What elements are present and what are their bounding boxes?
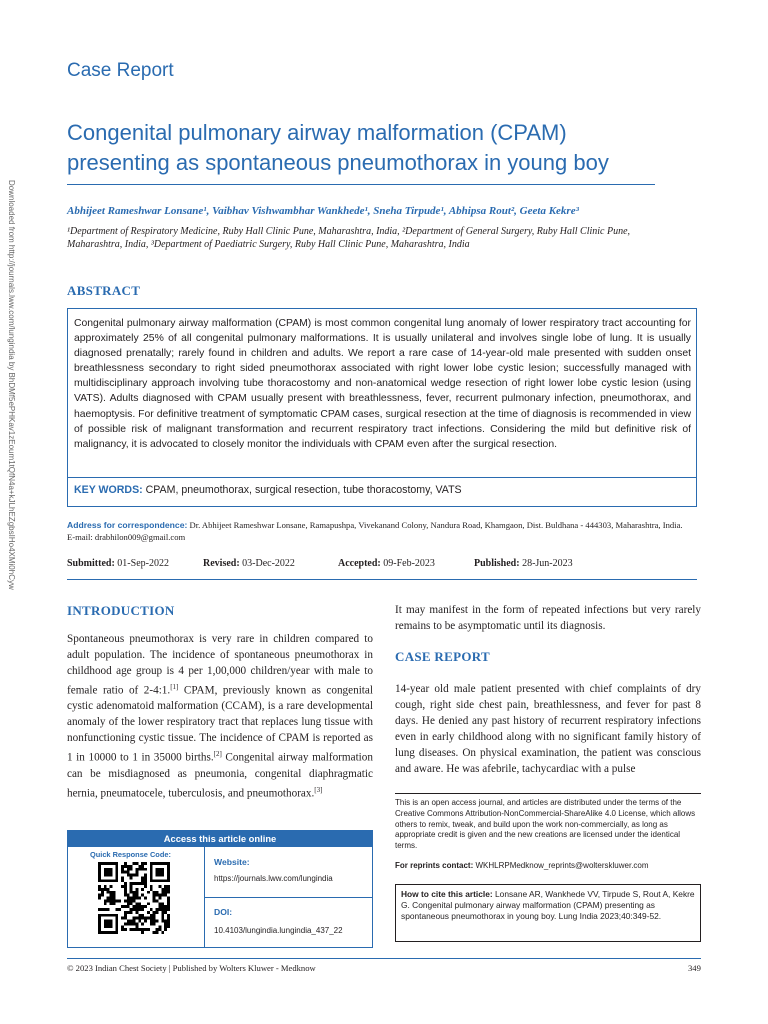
download-watermark <box>0 180 28 640</box>
introduction-text: Spontaneous pneumothorax is very rare in children compared to adult population. The incidence of spontaneous pneumothorax in childhood age group is 4 per 1,00,000 children/year with male to female ratio of 2-4:1.[1] CPAM, previously known as congenital cystic adenomatoid malformation (CCAM), is a rare developmental anomaly of the lower respiratory tract that replaces lung tissue with nonfunctioning cystic tissue. The incidence of CPAM is reported as 1 in 10000 to 1 in 35000 births.[2] Congenital airway malformation can be misdiagnosed as pneumonia, congenital diaphragmatic hernia, pneumatocele, tuberculosis, and pneumothorax.[3] <box>67 633 373 800</box>
abstract-heading: ABSTRACT <box>67 283 141 298</box>
correspondence-email[interactable]: E-mail: drabhilon009@gmail.com <box>67 532 186 542</box>
introduction-continued: It may manifest in the form of repeated infections but very rarely remains to be asymptomatic until its diagnosis. <box>395 604 701 632</box>
case-report-text: 14-year old male patient presented with chief complaints of dry cough, right side chest pain, breathlessness, and fever for past 8 days. He denied any past history of recurrent respiratory infections even in early childhood along with no significant family history of lung diseases. On physical examination, the patient was conscious and aware. He was afebrile, tachycardiac with a pulse <box>395 683 701 775</box>
keywords-label: KEY WORDS: <box>74 484 143 496</box>
title-divider <box>67 184 655 185</box>
revised-date: Revised: 03-Dec-2022 <box>203 558 295 569</box>
citation-box <box>395 884 701 942</box>
qr-label: Quick Response Code: <box>90 850 171 859</box>
author-list: Abhijeet Rameshwar Lonsane¹, Vaibhav Vishwambhar Wankhede¹, Sneha Tirpude¹, Abhipsa Rout², Geeta Kekre³ <box>67 205 579 217</box>
download-line-1: Downloaded from http://journals.lww.com/lungindia by BhDMf5ePHKav1zEoum1tQfN4a+kJLhEZgbsIHo4XMi0hCyw <box>7 180 16 590</box>
case-report-heading: CASE REPORT <box>395 649 490 664</box>
correspondence-label: Address for correspondence: <box>67 520 188 530</box>
qr-code-icon[interactable] <box>98 862 170 934</box>
license-divider <box>395 793 701 794</box>
doi-label: DOI: <box>214 907 233 917</box>
submitted-date: Submitted: 01-Sep-2022 <box>67 558 169 569</box>
keywords-value: CPAM, pneumothorax, surgical resection, tube thoracostomy, VATS <box>145 484 462 496</box>
citation-label: How to cite this article: <box>401 889 493 899</box>
footer-divider <box>67 958 701 959</box>
introduction-heading: INTRODUCTION <box>67 603 175 618</box>
access-online-box <box>67 830 373 948</box>
footer-publisher: © 2023 Indian Chest Society | Published by Wolters Kluwer - Medknow <box>67 963 316 973</box>
accepted-date: Accepted: 09-Feb-2023 <box>338 558 435 569</box>
abstract-box <box>67 308 697 507</box>
access-title: Access this article online <box>68 831 372 847</box>
reprints-contact <box>395 861 701 870</box>
published-date: Published: 28-Jun-2023 <box>474 558 573 569</box>
dates-divider <box>67 579 697 580</box>
doi-link[interactable]: 10.4103/lungindia.lungindia_437_22 <box>214 926 343 935</box>
access-divider-horizontal <box>204 897 373 898</box>
reference-3[interactable]: [3] <box>314 785 323 794</box>
license-text: This is an open access journal, and articles are distributed under the terms of the Creative Commons Attribution-NonCommercial-ShareAlike 4.0 License, which allows others to remix, tweak, and build upon the work non-commercially, as long as appropriate credit is given and the new creations are licensed under the identical terms. <box>395 798 696 851</box>
website-link[interactable]: https://journals.lww.com/lungindia <box>214 874 333 883</box>
reference-1[interactable]: [1] <box>170 682 179 691</box>
keywords <box>74 484 462 496</box>
website-label: Website: <box>214 857 250 867</box>
article-title: Congenital pulmonary airway malformation (CPAM) presenting as spontaneous pneumothorax in young boy <box>67 120 609 175</box>
correspondence <box>67 519 687 543</box>
abstract-text: Congenital pulmonary airway malformation (CPAM) is most common congenital lung anomaly of lower respiratory tract accounting for approximately 25% of all congenital pulmonary malformations. It is usually unilateral and involves single lobe of lung. It is usually diagnosed prenatally; rarely found in children and adults. We report a rare case of 14-year-old male presented with sudden onset breathlessness secondary to right sided pneumothorax associated with right lower lobe cystic lesion; successfully managed with multidisciplinary approach involving tube thoracostomy and non-anatomical wedge resection of right lower lobe cystic lesion (using VATS). Adults diagnosed with CPAM usually present with breathlessness, fever, recurrent pulmonary infection, pneumothorax, and haemoptysis. For definitive treatment of symptomatic CPAM cases, surgical resection at the time of diagnosis is recommended in view of possible risk of malignant transformation and recurrent respiratory tract infections. Considering the mild but definitive risk of malignancy, it is advocated to closely monitor the individuals with CPAM even after the surgical resection. <box>74 318 691 450</box>
correspondence-address: Dr. Abhijeet Rameshwar Lonsane, Ramapushpa, Vivekanand Colony, Nandura Road, Khamgaon, Dist. Buldhana - 444303, Maharashtra, India. <box>189 520 683 530</box>
reprints-label: For reprints contact: <box>395 861 474 870</box>
abstract-divider <box>68 477 696 478</box>
reprints-email[interactable]: WKHLRPMedknow_reprints@wolterskluwer.com <box>475 861 649 870</box>
citation-text: Lonsane AR, Wankhede VV, Tirpude S, Rout A, Kekre G. Congenital pulmonary airway malformation (CPAM) presenting as spontaneous pneumothorax in young boy. Lung India 2023;40:349-52. <box>401 889 695 922</box>
affiliations: ¹Department of Respiratory Medicine, Ruby Hall Clinic Pune, Maharashtra, India, ²Department of General Surgery, Ruby Hall Clinic Pune, Maharashtra, India, ³Department of Paediatric Surgery, Ruby Hall Clinic Pune, Maharashtra, India <box>67 226 631 250</box>
reference-2[interactable]: [2] <box>213 750 222 759</box>
page-number: 349 <box>688 963 701 973</box>
section-label: Case Report <box>67 60 174 81</box>
